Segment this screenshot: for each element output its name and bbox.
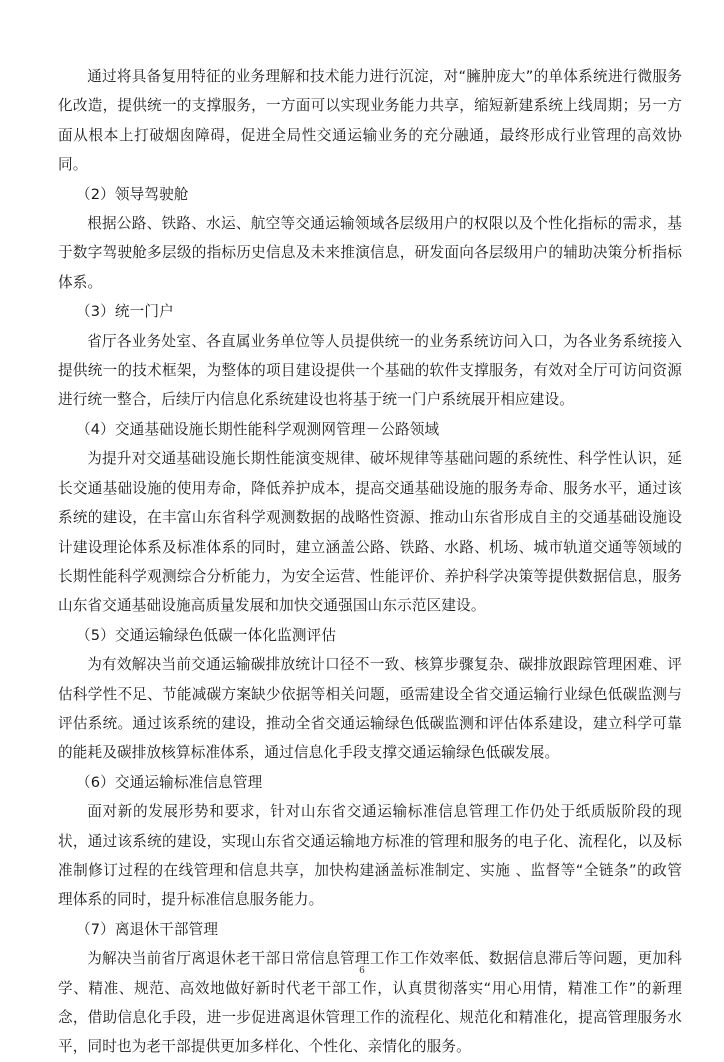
heading-green-low-carbon: （5）交通运输绿色低碳一体化监测评估: [76, 626, 337, 644]
paragraph-unified-portal: 省厅各业务处室、各直属业务单位等人员提供统一的业务系统访问入口，为各业务系统接入提供统一的技术框架，为整体的项目建设提供一个基础的软件支撑服务，有效对全厅可访问资源进行统一整合，后续厅内信息化系统建设也将基于统一门户系统展开相应建设。: [58, 332, 682, 409]
paragraph-standard-info: 面对新的发展形势和要求，针对山东省交通运输标准信息管理工作仍处于纸质版阶段的现状，通过该系统的建设，实现山东省交通运输地方标准的管理和服务的电子化、流程化，以及标准制修订过程的在线管理和信息共享，加快构建涵盖标准制定、实施 、监督等“全链条”的政管理体系的同时，提升标准信息服务能力。: [58, 803, 682, 909]
heading-leader-cockpit: （2）领导驾驶舱: [76, 185, 189, 203]
paragraph-infrastructure-observation: 为提升对交通基础设施长期性能演变规律、破坏规律等基础问题的系统性、科学性认识，延长交通基础设施的使用寿命，降低养护成本，提高交通基础设施的服务寿命、服务水平，通过该系统的建设，在丰富山东省科学观测数据的战略性资源、推动山东省形成自主的交通基础设施设计建设理论体系及标准体系的同时，建立涵盖公路、铁路、水路、机场、城市轨道交通等领域的长期性能科学观测综合分析能力，为安全运营、性能评价、养护科学决策等提供数据信息，服务山东省交通基础设施高质量发展和加快交通强国山东示范区建设。: [58, 450, 682, 615]
page-body: [58, 62, 682, 1062]
heading-retired-cadres: （7）离退休干部管理: [76, 920, 219, 938]
heading-unified-portal: （3）统一门户: [76, 303, 174, 321]
page-number: 6: [359, 966, 365, 976]
paragraph-retired-cadres: 为解决当前省厅离退休老干部日常信息管理工作工作效率低、数据信息滞后等问题，更加科学、精准、规范、高效地做好新时代老干部工作，认真贯彻落实“用心用情，精准工作”的新理念，借助信息化手段，进一步促进离退休管理工作的流程化、规范化和精准化，提高管理服务水平，同时也为老干部提供更加多样化、个性化、亲情化的服务。: [58, 950, 682, 1056]
paragraph-green-low-carbon: 为有效解决当前交通运输碳排放统计口径不一致、核算步骤复杂、碳排放跟踪管理困难、评估科学性不足、节能减碳方案缺少依据等相关问题，亟需建设全省交通运输行业绿色低碳监测与评估系统。通过该系统的建设，推动全省交通运输绿色低碳监测和评估体系建设，建立科学可靠的能耗及碳排放核算标准体系，通过信息化手段支撑交通运输绿色低碳发展。: [58, 656, 682, 762]
heading-infrastructure-observation: （4）交通基础设施长期性能科学观测网管理－公路领域: [76, 420, 440, 438]
paragraph-leader-cockpit: 根据公路、铁路、水运、航空等交通运输领域各层级用户的权限以及个性化指标的需求，基于数字驾驶舱多层级的指标历史信息及未来推演信息，研发面向各层级用户的辅助决策分析指标体系。: [58, 215, 682, 291]
paragraph-microservice: 通过将具备复用特征的业务理解和技术能力进行沉淀，对“臃肿庞大”的单体系统进行微服务化改造，提供统一的支撑服务，一方面可以实现业务能力共享，缩短新建系统上线周期；另一方面从根本上打破烟囱障碍，促进全局性交通运输业务的充分融通，最终形成行业管理的高效协同。: [58, 68, 682, 174]
heading-standard-info: （6）交通运输标准信息管理: [76, 773, 263, 791]
